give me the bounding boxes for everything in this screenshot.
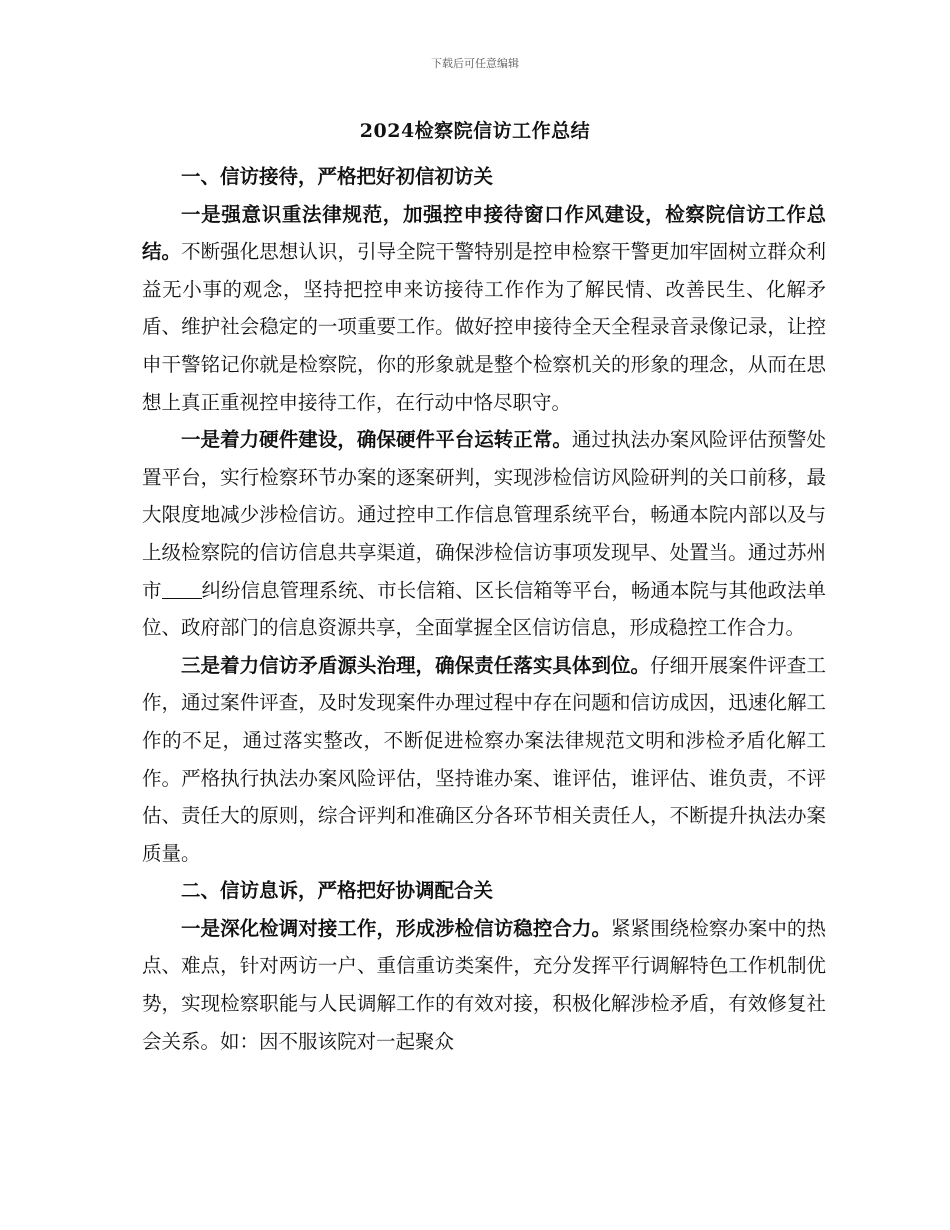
paragraph-body: 通过执法办案风险评估预警处置平台，实行检察环节办案的逐案研判，实现涉检信访风险研判的关口前移，最大限度地减少涉检信访。通过控申工作信息管理系统平台，畅通本院内部以及与上级检察院的信访信息共享渠道，确保涉检信访事项发现早、处置当。通过苏州市 (142, 428, 826, 602)
paragraph-lead: 一是深化检调对接工作，形成涉检信访稳控合力。 (181, 916, 612, 940)
paragraph (142, 647, 826, 873)
section-heading-1: 一、信访接待，严格把好初信初访关 (181, 165, 494, 188)
paragraph-body: 紧紧围绕检察办案中的热点、难点，针对两访一户、重信重访类案件，充分发挥平行调解特色工作机制优势，实现检察职能与人民调解工作的有效对接，积极化解涉检矛盾，有效修复社会关系。如：因不服该院对一起聚众 (142, 916, 826, 1053)
paragraph-body: 不断强化思想认识，引导全院干警特别是控申检察干警更加牢固树立群众利益无小事的观念，坚持把控申来访接待工作作为了解民情、改善民生、化解矛盾、维护社会稳定的一项重要工作。做好控申接待全天全程录音录像记录，让控申干警铭记你就是检察院，你的形象就是整个检察机关的形象的理念，从而在思想上真正重视控申接待工作，在行动中恪尽职守。 (142, 240, 826, 414)
document-title: 2024检察院信访工作总结 (359, 120, 591, 142)
paragraph-lead: 三是着力信访矛盾源头治理，确保责任落实具体到位。 (181, 653, 651, 677)
paragraph (142, 421, 826, 647)
paragraph-lead: 一是强意识重法律规范，加强控申接待窗口作风建设，检察院信访工作总结。 (142, 202, 826, 264)
paragraph-body-continued: 纠纷信息管理系统、市长信箱、区长信箱等平台，畅通本院与其他政法单位、政府部门的信息资源共享，全面掌握全区信访信息，形成稳控工作合力。 (142, 578, 826, 640)
section-heading-2: 二、信访息诉，严格把好协调配合关 (181, 879, 494, 903)
paragraph-body: 仔细开展案件评查工作，通过案件评查，及时发现案件办理过程中存在问题和信访成因，迅速化解工作的不足，通过落实整改，不断促进检察办案法律规范文明和涉检矛盾化解工作。严格执行执法办案风险评估，坚持谁办案、谁评估，谁评估、谁负责，不评估、责任大的原则，综合评判和准确区分各环节相关责任人，不断提升执法办案质量。 (142, 653, 826, 865)
paragraph (142, 196, 826, 422)
document-body (142, 158, 826, 1060)
paragraph-lead: 一是着力硬件建设，确保硬件平台运转正常。 (181, 428, 572, 452)
blank-underline (162, 580, 202, 599)
page-header-note: 下载后可任意编辑 (431, 57, 519, 70)
paragraph (142, 910, 826, 1060)
